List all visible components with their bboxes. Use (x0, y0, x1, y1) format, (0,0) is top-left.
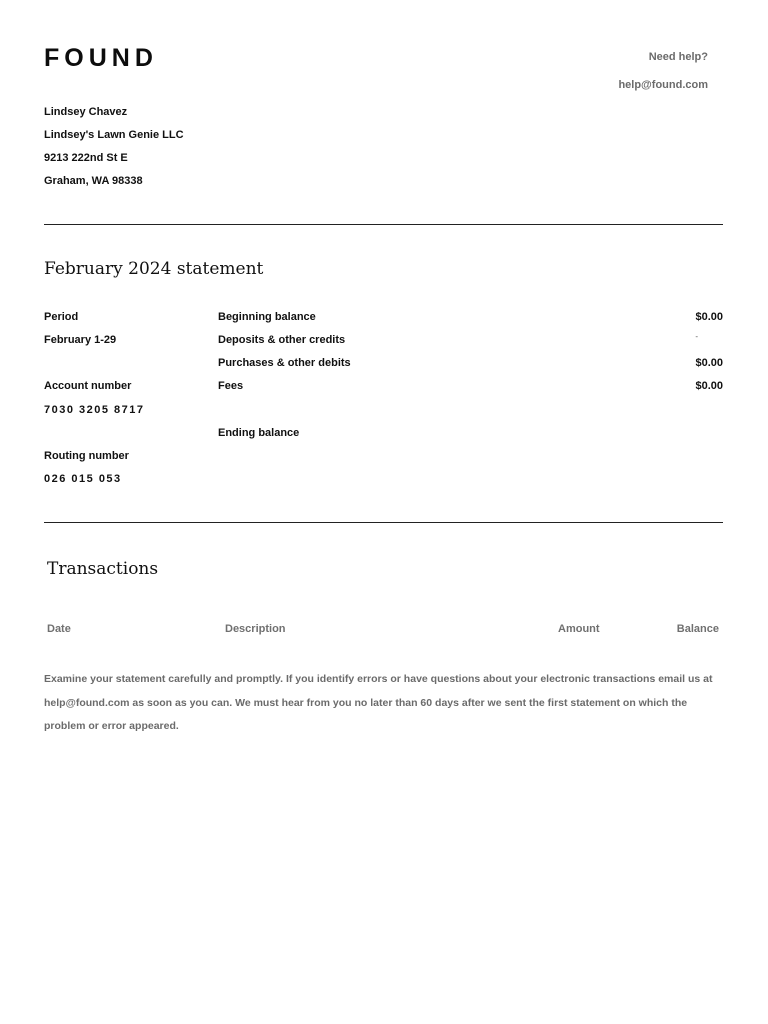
divider (44, 522, 723, 523)
help-email-link[interactable]: help@found.com (618, 79, 708, 91)
beginning-balance-value: $0.00 (695, 311, 723, 323)
routing-number-value: 026 015 053 (44, 473, 122, 485)
routing-number-label: Routing number (44, 450, 129, 462)
account-number-label: Account number (44, 380, 132, 392)
column-header-amount: Amount (558, 623, 600, 635)
statement-title: February 2024 statement (44, 259, 264, 279)
found-logo: FOUND (44, 44, 158, 72)
purchases-value: $0.00 (695, 357, 723, 369)
divider (44, 224, 723, 225)
customer-name: Lindsey Chavez (44, 106, 128, 118)
fees-label: Fees (218, 380, 244, 392)
period-value: February 1-29 (44, 334, 117, 346)
disclaimer-text: Examine your statement carefully and promptly. If you identify errors or have questions about your electronic transactions email us at help@found.com as soon as you can. We must hear from you no later than 60 days after we sent the first statement on which the problem or error appeared. (44, 673, 713, 732)
ending-balance-label: Ending balance (218, 427, 300, 439)
column-header-balance: Balance (676, 623, 719, 635)
help-label: Need help? (648, 51, 708, 63)
customer-city-state-zip: Graham, WA 98338 (44, 175, 143, 187)
transactions-title: Transactions (47, 559, 159, 579)
deposits-value: - (695, 332, 698, 341)
deposits-label: Deposits & other credits (218, 334, 346, 346)
account-number-value: 7030 3205 8717 (44, 404, 145, 416)
customer-business: Lindsey's Lawn Genie LLC (44, 129, 184, 141)
purchases-label: Purchases & other debits (218, 357, 351, 369)
column-header-description: Description (225, 623, 286, 635)
beginning-balance-label: Beginning balance (218, 311, 316, 323)
customer-street: 9213 222nd St E (44, 152, 128, 164)
period-label: Period (44, 311, 79, 323)
column-header-date: Date (47, 623, 71, 635)
fees-value: $0.00 (695, 380, 723, 392)
